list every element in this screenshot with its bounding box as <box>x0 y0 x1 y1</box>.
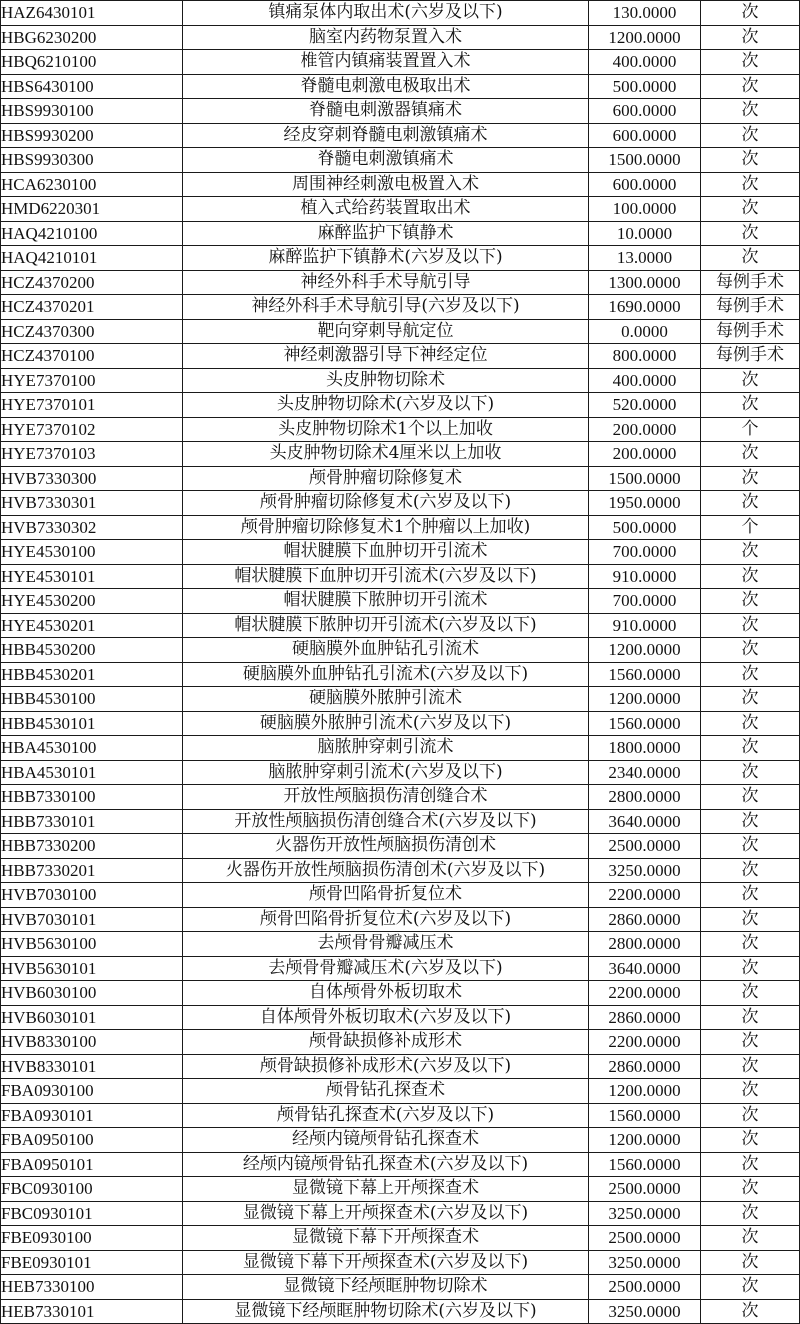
item-price-cell: 3250.0000 <box>589 1201 701 1226</box>
table-row <box>1 123 800 148</box>
item-name-cell: 帽状腱膜下脓肿切开引流术 <box>183 589 589 614</box>
item-name-cell: 颅骨肿瘤切除修复术(六岁及以下) <box>183 491 589 516</box>
item-unit-cell: 次 <box>701 25 800 50</box>
table-row <box>1 834 800 859</box>
item-name-cell: 植入式给药装置取出术 <box>183 197 589 222</box>
item-unit-cell: 次 <box>701 1030 800 1055</box>
item-code-cell: FBC0930101 <box>1 1201 183 1226</box>
item-name-cell: 脑室内药物泵置入术 <box>183 25 589 50</box>
item-unit-cell: 次 <box>701 74 800 99</box>
table-row <box>1 172 800 197</box>
item-name-cell: 显微镜下经颅眶肿物切除术 <box>183 1275 589 1300</box>
item-price-cell: 1560.0000 <box>589 711 701 736</box>
table-row <box>1 736 800 761</box>
item-name-cell: 脊髓电刺激电极取出术 <box>183 74 589 99</box>
item-price-cell: 1500.0000 <box>589 148 701 173</box>
item-price-cell: 1560.0000 <box>589 1152 701 1177</box>
table-row <box>1 613 800 638</box>
table-row <box>1 932 800 957</box>
item-price-cell: 2860.0000 <box>589 1005 701 1030</box>
fee-table-body <box>1 1 800 1324</box>
item-code-cell: HBB4530200 <box>1 638 183 663</box>
item-unit-cell: 次 <box>701 540 800 565</box>
item-unit-cell: 次 <box>701 368 800 393</box>
item-name-cell: 帽状腱膜下脓肿切开引流术(六岁及以下) <box>183 613 589 638</box>
item-unit-cell: 次 <box>701 1177 800 1202</box>
item-name-cell: 硬脑膜外脓肿引流术 <box>183 687 589 712</box>
item-code-cell: HBS9930100 <box>1 99 183 124</box>
item-price-cell: 2500.0000 <box>589 834 701 859</box>
item-price-cell: 1200.0000 <box>589 1079 701 1104</box>
table-row <box>1 148 800 173</box>
item-price-cell: 1690.0000 <box>589 295 701 320</box>
item-code-cell: HBG6230200 <box>1 25 183 50</box>
item-unit-cell: 次 <box>701 1201 800 1226</box>
table-row <box>1 564 800 589</box>
table-row <box>1 1275 800 1300</box>
item-unit-cell: 次 <box>701 1005 800 1030</box>
item-unit-cell: 次 <box>701 932 800 957</box>
item-price-cell: 1500.0000 <box>589 466 701 491</box>
item-price-cell: 2860.0000 <box>589 1054 701 1079</box>
item-code-cell: FBA0930101 <box>1 1103 183 1128</box>
item-unit-cell: 次 <box>701 809 800 834</box>
item-code-cell: HMD6220301 <box>1 197 183 222</box>
item-code-cell: HVB7330302 <box>1 515 183 540</box>
item-code-cell: HBA4530100 <box>1 736 183 761</box>
item-unit-cell: 次 <box>701 564 800 589</box>
item-price-cell: 910.0000 <box>589 564 701 589</box>
item-code-cell: HBS6430100 <box>1 74 183 99</box>
item-price-cell: 200.0000 <box>589 442 701 467</box>
table-row <box>1 760 800 785</box>
item-name-cell: 帽状腱膜下血肿切开引流术(六岁及以下) <box>183 564 589 589</box>
table-row <box>1 344 800 369</box>
item-price-cell: 2340.0000 <box>589 760 701 785</box>
item-price-cell: 1200.0000 <box>589 25 701 50</box>
table-row <box>1 638 800 663</box>
item-unit-cell: 次 <box>701 197 800 222</box>
item-code-cell: HAQ4210100 <box>1 221 183 246</box>
item-code-cell: HYE4530200 <box>1 589 183 614</box>
item-name-cell: 去颅骨骨瓣减压术(六岁及以下) <box>183 956 589 981</box>
item-code-cell: HBQ6210100 <box>1 50 183 75</box>
item-unit-cell: 次 <box>701 1103 800 1128</box>
item-code-cell: HCZ4370100 <box>1 344 183 369</box>
table-row <box>1 1299 800 1324</box>
item-code-cell: HBB7330101 <box>1 809 183 834</box>
item-price-cell: 13.0000 <box>589 246 701 271</box>
item-code-cell: HBB4530101 <box>1 711 183 736</box>
item-unit-cell: 次 <box>701 613 800 638</box>
item-code-cell: HEB7330100 <box>1 1275 183 1300</box>
table-row <box>1 515 800 540</box>
item-code-cell: HAQ4210101 <box>1 246 183 271</box>
item-name-cell: 麻醉监护下镇静术(六岁及以下) <box>183 246 589 271</box>
item-price-cell: 3250.0000 <box>589 1250 701 1275</box>
item-unit-cell: 次 <box>701 1054 800 1079</box>
table-row <box>1 1 800 26</box>
item-code-cell: FBA0930100 <box>1 1079 183 1104</box>
item-name-cell: 神经外科手术导航引导 <box>183 270 589 295</box>
item-code-cell: FBA0950100 <box>1 1128 183 1153</box>
item-name-cell: 自体颅骨外板切取术 <box>183 981 589 1006</box>
table-row <box>1 785 800 810</box>
table-row <box>1 25 800 50</box>
table-row <box>1 1177 800 1202</box>
item-price-cell: 3250.0000 <box>589 1299 701 1324</box>
item-price-cell: 1200.0000 <box>589 687 701 712</box>
item-price-cell: 2800.0000 <box>589 932 701 957</box>
item-price-cell: 1200.0000 <box>589 638 701 663</box>
item-unit-cell: 次 <box>701 638 800 663</box>
item-unit-cell: 次 <box>701 491 800 516</box>
item-name-cell: 经颅内镜颅骨钻孔探查术(六岁及以下) <box>183 1152 589 1177</box>
item-unit-cell: 次 <box>701 1275 800 1300</box>
item-code-cell: HVB8330100 <box>1 1030 183 1055</box>
item-code-cell: HYE4530201 <box>1 613 183 638</box>
table-row <box>1 74 800 99</box>
item-code-cell: HBA4530101 <box>1 760 183 785</box>
item-name-cell: 头皮肿物切除术1个以上加收 <box>183 417 589 442</box>
item-price-cell: 3640.0000 <box>589 809 701 834</box>
table-row <box>1 1103 800 1128</box>
table-row <box>1 883 800 908</box>
item-name-cell: 颅骨缺损修补成形术(六岁及以下) <box>183 1054 589 1079</box>
item-unit-cell: 次 <box>701 1 800 26</box>
item-price-cell: 600.0000 <box>589 172 701 197</box>
table-row <box>1 270 800 295</box>
item-name-cell: 显微镜下幕上开颅探查术 <box>183 1177 589 1202</box>
item-code-cell: HVB7030100 <box>1 883 183 908</box>
table-row <box>1 956 800 981</box>
item-code-cell: HVB7030101 <box>1 907 183 932</box>
item-unit-cell: 次 <box>701 1226 800 1251</box>
item-unit-cell: 次 <box>701 393 800 418</box>
table-row <box>1 662 800 687</box>
item-code-cell: FBA0950101 <box>1 1152 183 1177</box>
item-code-cell: HBB7330201 <box>1 858 183 883</box>
item-price-cell: 0.0000 <box>589 319 701 344</box>
item-name-cell: 颅骨肿瘤切除修复术1个肿瘤以上加收) <box>183 515 589 540</box>
item-unit-cell: 次 <box>701 785 800 810</box>
item-name-cell: 帽状腱膜下血肿切开引流术 <box>183 540 589 565</box>
item-unit-cell: 次 <box>701 687 800 712</box>
item-code-cell: HBB4530100 <box>1 687 183 712</box>
item-name-cell: 头皮肿物切除术 <box>183 368 589 393</box>
item-code-cell: HVB5630101 <box>1 956 183 981</box>
table-row <box>1 393 800 418</box>
item-unit-cell: 每例手术 <box>701 295 800 320</box>
table-row <box>1 907 800 932</box>
item-code-cell: HYE7370101 <box>1 393 183 418</box>
table-row <box>1 687 800 712</box>
table-row <box>1 442 800 467</box>
item-price-cell: 2860.0000 <box>589 907 701 932</box>
item-name-cell: 脑脓肿穿刺引流术(六岁及以下) <box>183 760 589 785</box>
item-code-cell: HVB6030101 <box>1 1005 183 1030</box>
item-unit-cell: 次 <box>701 883 800 908</box>
item-name-cell: 经颅内镜颅骨钻孔探查术 <box>183 1128 589 1153</box>
item-unit-cell: 次 <box>701 1250 800 1275</box>
item-unit-cell: 次 <box>701 466 800 491</box>
item-code-cell: HBS9930300 <box>1 148 183 173</box>
table-row <box>1 711 800 736</box>
item-price-cell: 2500.0000 <box>589 1226 701 1251</box>
table-row <box>1 1128 800 1153</box>
item-name-cell: 头皮肿物切除术4厘米以上加收 <box>183 442 589 467</box>
item-code-cell: HYE4530100 <box>1 540 183 565</box>
item-unit-cell: 次 <box>701 221 800 246</box>
item-name-cell: 神经外科手术导航引导(六岁及以下) <box>183 295 589 320</box>
table-row <box>1 589 800 614</box>
table-row <box>1 1054 800 1079</box>
item-name-cell: 火器伤开放性颅脑损伤清创术 <box>183 834 589 859</box>
item-unit-cell: 次 <box>701 981 800 1006</box>
item-name-cell: 开放性颅脑损伤清创缝合术 <box>183 785 589 810</box>
item-unit-cell: 每例手术 <box>701 344 800 369</box>
item-name-cell: 麻醉监护下镇静术 <box>183 221 589 246</box>
item-code-cell: HAZ6430101 <box>1 1 183 26</box>
item-price-cell: 700.0000 <box>589 540 701 565</box>
item-name-cell: 显微镜下幕下开颅探查术 <box>183 1226 589 1251</box>
item-unit-cell: 次 <box>701 589 800 614</box>
item-code-cell: HBS9930200 <box>1 123 183 148</box>
item-name-cell: 颅骨肿瘤切除修复术 <box>183 466 589 491</box>
item-name-cell: 自体颅骨外板切取术(六岁及以下) <box>183 1005 589 1030</box>
table-row <box>1 1201 800 1226</box>
item-code-cell: HCA6230100 <box>1 172 183 197</box>
table-row <box>1 1250 800 1275</box>
item-unit-cell: 次 <box>701 858 800 883</box>
item-code-cell: HVB5630100 <box>1 932 183 957</box>
item-code-cell: HBB4530201 <box>1 662 183 687</box>
item-price-cell: 2800.0000 <box>589 785 701 810</box>
item-name-cell: 脊髓电刺激镇痛术 <box>183 148 589 173</box>
item-unit-cell: 次 <box>701 246 800 271</box>
table-row <box>1 858 800 883</box>
item-code-cell: HYE7370102 <box>1 417 183 442</box>
item-price-cell: 130.0000 <box>589 1 701 26</box>
item-code-cell: HVB7330300 <box>1 466 183 491</box>
item-name-cell: 周围神经刺激电极置入术 <box>183 172 589 197</box>
item-code-cell: HCZ4370201 <box>1 295 183 320</box>
item-unit-cell: 次 <box>701 711 800 736</box>
item-code-cell: HVB7330301 <box>1 491 183 516</box>
table-row <box>1 99 800 124</box>
item-price-cell: 1560.0000 <box>589 1103 701 1128</box>
item-name-cell: 硬脑膜外血肿钻孔引流术(六岁及以下) <box>183 662 589 687</box>
table-row <box>1 540 800 565</box>
item-price-cell: 2200.0000 <box>589 1030 701 1055</box>
item-code-cell: HCZ4370300 <box>1 319 183 344</box>
item-price-cell: 3640.0000 <box>589 956 701 981</box>
table-row <box>1 1030 800 1055</box>
item-price-cell: 400.0000 <box>589 368 701 393</box>
item-name-cell: 硬脑膜外血肿钻孔引流术 <box>183 638 589 663</box>
item-unit-cell: 次 <box>701 99 800 124</box>
item-price-cell: 2200.0000 <box>589 981 701 1006</box>
item-unit-cell: 次 <box>701 956 800 981</box>
item-code-cell: HEB7330101 <box>1 1299 183 1324</box>
item-unit-cell: 次 <box>701 907 800 932</box>
item-price-cell: 1800.0000 <box>589 736 701 761</box>
item-unit-cell: 次 <box>701 736 800 761</box>
table-row <box>1 295 800 320</box>
item-price-cell: 10.0000 <box>589 221 701 246</box>
item-name-cell: 显微镜下经颅眶肿物切除术(六岁及以下) <box>183 1299 589 1324</box>
table-row <box>1 221 800 246</box>
item-unit-cell: 次 <box>701 1152 800 1177</box>
item-code-cell: FBE0930101 <box>1 1250 183 1275</box>
item-price-cell: 2200.0000 <box>589 883 701 908</box>
item-price-cell: 100.0000 <box>589 197 701 222</box>
item-unit-cell: 次 <box>701 834 800 859</box>
item-price-cell: 1950.0000 <box>589 491 701 516</box>
item-unit-cell: 个 <box>701 417 800 442</box>
table-row <box>1 1226 800 1251</box>
item-name-cell: 脊髓电刺激器镇痛术 <box>183 99 589 124</box>
item-code-cell: HYE4530101 <box>1 564 183 589</box>
item-name-cell: 脑脓肿穿刺引流术 <box>183 736 589 761</box>
table-row <box>1 417 800 442</box>
item-unit-cell: 次 <box>701 172 800 197</box>
item-price-cell: 1300.0000 <box>589 270 701 295</box>
table-row <box>1 1079 800 1104</box>
item-unit-cell: 次 <box>701 1299 800 1324</box>
item-unit-cell: 次 <box>701 123 800 148</box>
item-name-cell: 颅骨凹陷骨折复位术(六岁及以下) <box>183 907 589 932</box>
item-price-cell: 600.0000 <box>589 123 701 148</box>
item-price-cell: 2500.0000 <box>589 1275 701 1300</box>
table-row <box>1 809 800 834</box>
item-unit-cell: 次 <box>701 1079 800 1104</box>
item-price-cell: 1560.0000 <box>589 662 701 687</box>
table-row <box>1 466 800 491</box>
item-name-cell: 颅骨凹陷骨折复位术 <box>183 883 589 908</box>
item-price-cell: 3250.0000 <box>589 858 701 883</box>
item-name-cell: 去颅骨骨瓣减压术 <box>183 932 589 957</box>
item-price-cell: 2500.0000 <box>589 1177 701 1202</box>
item-unit-cell: 次 <box>701 50 800 75</box>
item-name-cell: 开放性颅脑损伤清创缝合术(六岁及以下) <box>183 809 589 834</box>
item-name-cell: 靶向穿刺导航定位 <box>183 319 589 344</box>
item-price-cell: 400.0000 <box>589 50 701 75</box>
item-code-cell: HYE7370100 <box>1 368 183 393</box>
item-unit-cell: 每例手术 <box>701 319 800 344</box>
item-code-cell: FBE0930100 <box>1 1226 183 1251</box>
item-price-cell: 500.0000 <box>589 515 701 540</box>
item-code-cell: FBC0930100 <box>1 1177 183 1202</box>
table-row <box>1 246 800 271</box>
table-row <box>1 1005 800 1030</box>
item-unit-cell: 个 <box>701 515 800 540</box>
table-row <box>1 368 800 393</box>
table-row <box>1 491 800 516</box>
table-row <box>1 981 800 1006</box>
item-price-cell: 520.0000 <box>589 393 701 418</box>
item-price-cell: 800.0000 <box>589 344 701 369</box>
item-unit-cell: 次 <box>701 760 800 785</box>
item-code-cell: HVB6030100 <box>1 981 183 1006</box>
item-name-cell: 显微镜下幕上开颅探查术(六岁及以下) <box>183 1201 589 1226</box>
item-unit-cell: 次 <box>701 662 800 687</box>
item-name-cell: 火器伤开放性颅脑损伤清创术(六岁及以下) <box>183 858 589 883</box>
table-row <box>1 319 800 344</box>
item-price-cell: 1200.0000 <box>589 1128 701 1153</box>
item-name-cell: 颅骨钻孔探查术 <box>183 1079 589 1104</box>
item-price-cell: 910.0000 <box>589 613 701 638</box>
item-price-cell: 500.0000 <box>589 74 701 99</box>
item-unit-cell: 次 <box>701 1128 800 1153</box>
item-name-cell: 硬脑膜外脓肿引流术(六岁及以下) <box>183 711 589 736</box>
table-row <box>1 1152 800 1177</box>
item-price-cell: 600.0000 <box>589 99 701 124</box>
item-name-cell: 颅骨钻孔探查术(六岁及以下) <box>183 1103 589 1128</box>
item-price-cell: 700.0000 <box>589 589 701 614</box>
item-unit-cell: 次 <box>701 148 800 173</box>
item-unit-cell: 每例手术 <box>701 270 800 295</box>
item-name-cell: 镇痛泵体内取出术(六岁及以下) <box>183 1 589 26</box>
item-name-cell: 颅骨缺损修补成形术 <box>183 1030 589 1055</box>
table-row <box>1 50 800 75</box>
item-name-cell: 经皮穿刺脊髓电刺激镇痛术 <box>183 123 589 148</box>
item-name-cell: 椎管内镇痛装置置入术 <box>183 50 589 75</box>
item-name-cell: 显微镜下幕下开颅探查术(六岁及以下) <box>183 1250 589 1275</box>
item-code-cell: HYE7370103 <box>1 442 183 467</box>
item-code-cell: HCZ4370200 <box>1 270 183 295</box>
item-price-cell: 200.0000 <box>589 417 701 442</box>
item-name-cell: 神经刺激器引导下神经定位 <box>183 344 589 369</box>
item-unit-cell: 次 <box>701 442 800 467</box>
item-code-cell: HBB7330200 <box>1 834 183 859</box>
item-code-cell: HVB8330101 <box>1 1054 183 1079</box>
item-code-cell: HBB7330100 <box>1 785 183 810</box>
table-row <box>1 197 800 222</box>
item-name-cell: 头皮肿物切除术(六岁及以下) <box>183 393 589 418</box>
